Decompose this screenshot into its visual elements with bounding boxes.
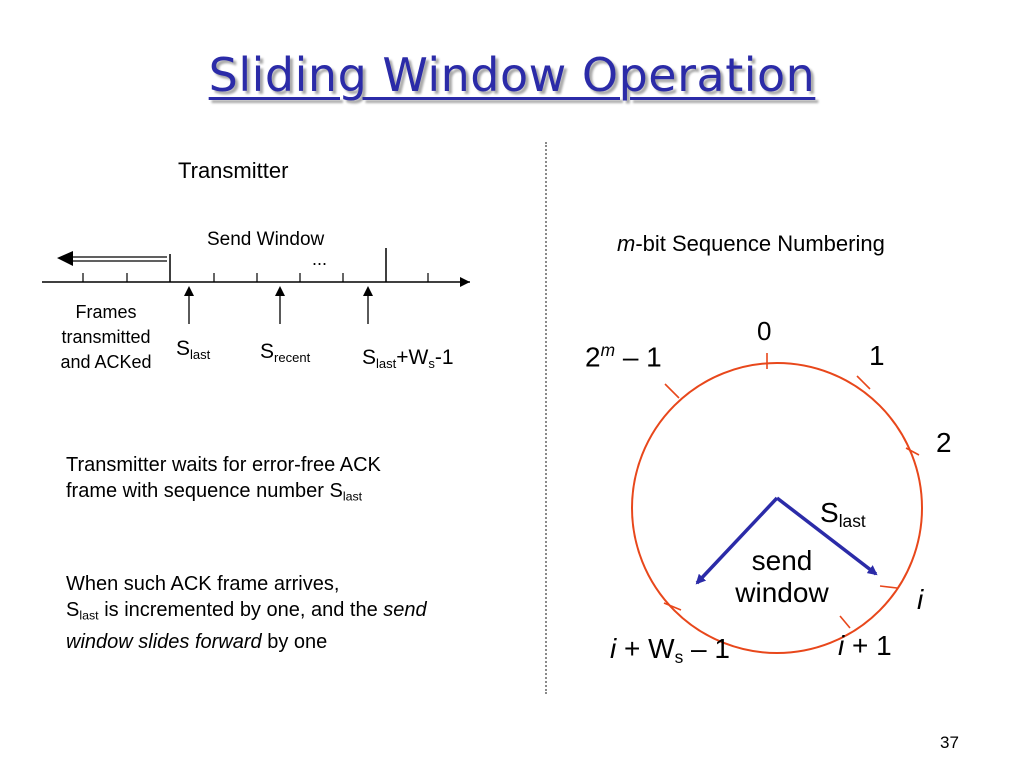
s-recent-pointer-label: $S_{recent}$ xyxy=(260,340,311,365)
sequence-circle xyxy=(632,363,922,653)
transmitter-heading: Transmitter xyxy=(178,158,289,183)
sequence-heading: m-bit Sequence Numbering xyxy=(617,231,885,256)
s-last-ws-pointer-label: $S_{last}+W_s-1$ xyxy=(362,346,454,371)
slide-direction-arrow xyxy=(57,251,167,266)
s-last-pointer-label: $S_{last}$ xyxy=(176,337,211,362)
label-s-last: $S_{last}$ xyxy=(820,497,866,532)
page-number: 37 xyxy=(940,733,959,752)
label-zero: 0 xyxy=(757,316,772,346)
send-window-label: Send Window xyxy=(207,229,325,250)
frames-acked-label: Frames transmitted and ACKed xyxy=(60,302,152,372)
paragraph-ack-arrives: When such ACK frame arrives, $S_{last}$ is incremented by one, and the send window slides forward by one xyxy=(66,573,427,653)
label-two-m-minus-one: 2$^m$ – 1 xyxy=(585,340,662,373)
label-i-plus-one: i + 1 xyxy=(838,630,892,661)
label-two: 2 xyxy=(936,427,952,458)
paragraph-wait-ack: Transmitter waits for error-free ACK frame with sequence number $S_{last}$ xyxy=(66,454,381,504)
window-boundaries xyxy=(170,248,386,282)
timeline-axis xyxy=(42,277,470,287)
window-ellipsis: ... xyxy=(312,249,328,269)
label-i-plus-ws-minus-one: $i + W_s - 1$ xyxy=(610,633,730,668)
send-window-text: send window xyxy=(735,545,829,608)
label-one: 1 xyxy=(869,340,885,371)
timeline-ticks xyxy=(83,273,428,282)
label-i: i xyxy=(917,584,924,615)
pointer-arrows xyxy=(184,286,373,324)
slide-title: Sliding Window Operation xyxy=(208,48,816,102)
